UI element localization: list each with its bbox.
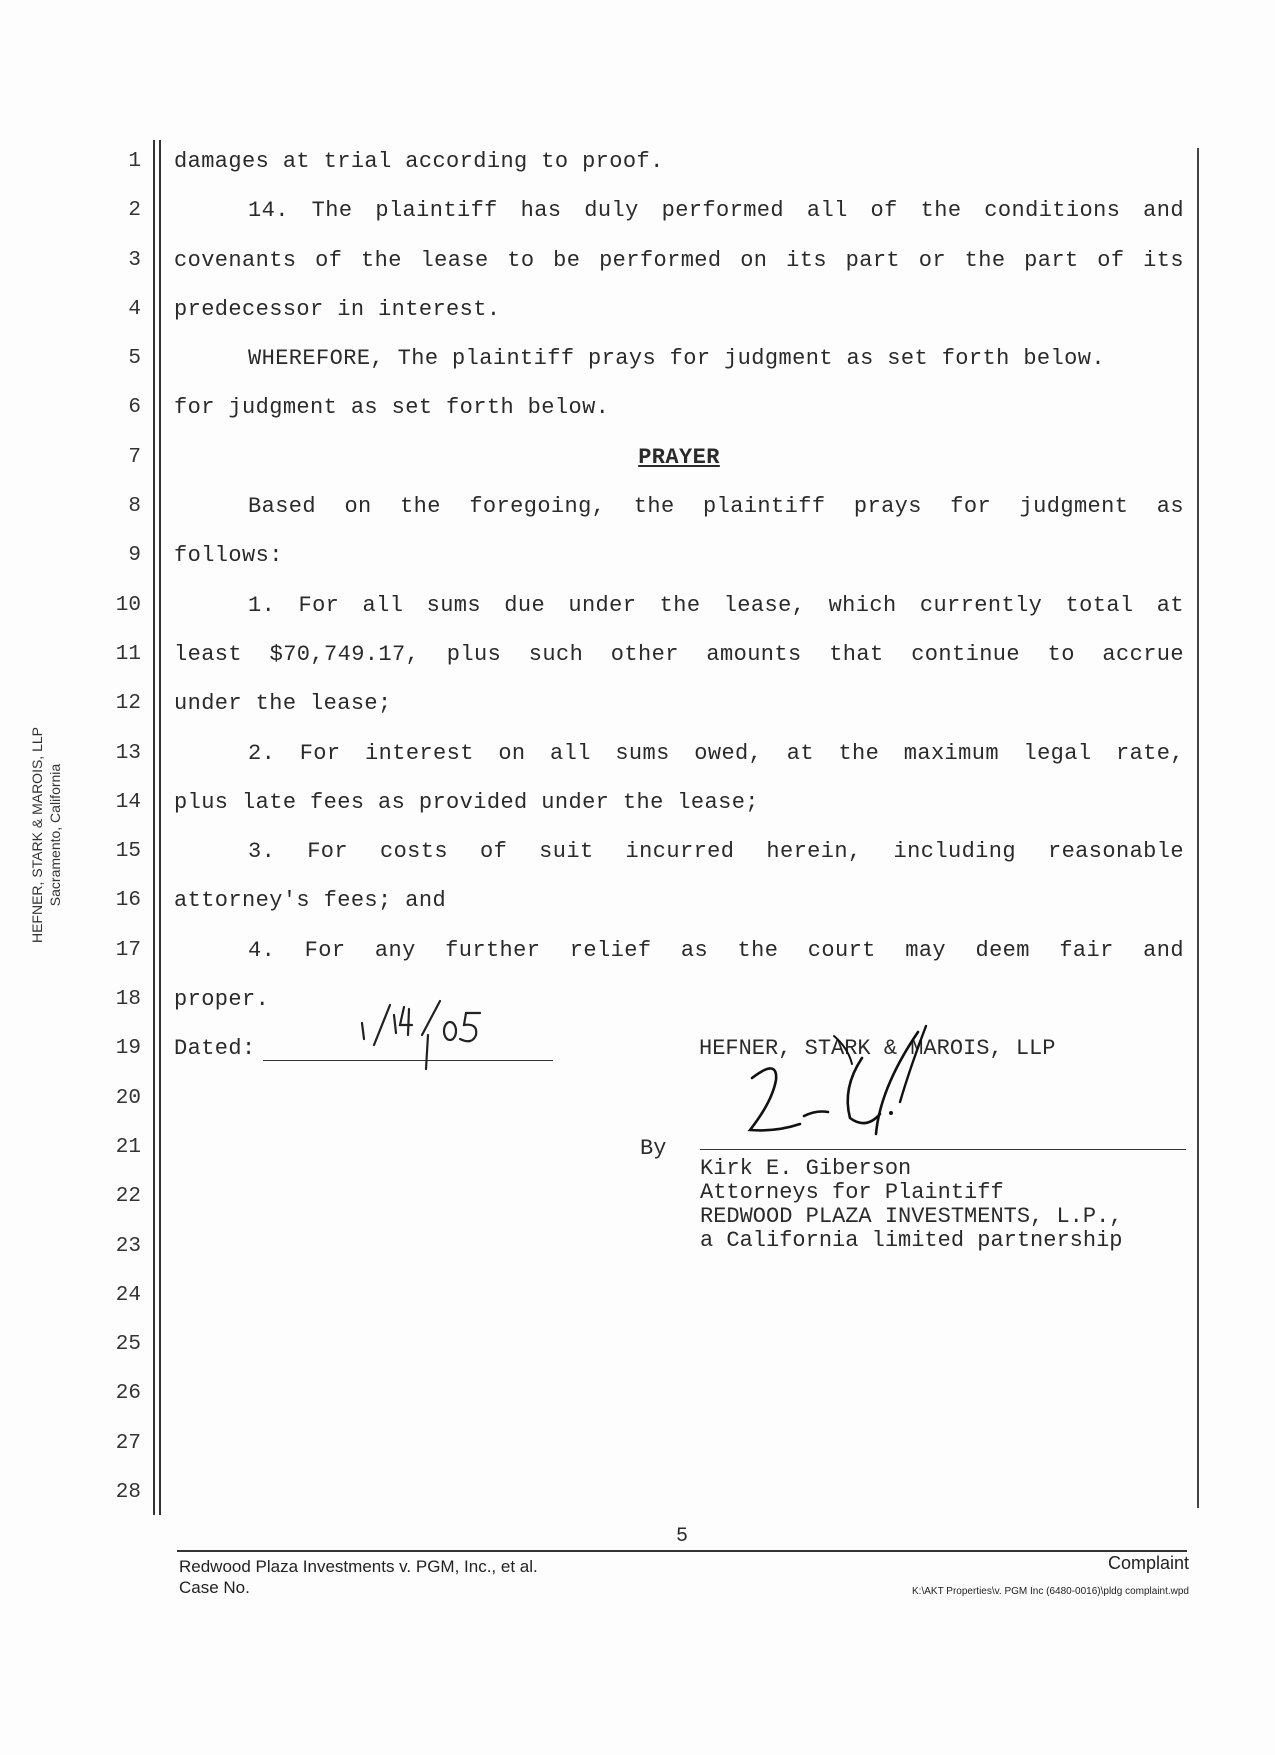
handwritten-signature bbox=[730, 1018, 960, 1148]
line-number: 3 bbox=[128, 248, 141, 272]
side-firm-name: HEFNER, STARK & MAROIS, LLP bbox=[29, 727, 45, 944]
line-number: 20 bbox=[115, 1086, 141, 1110]
pleading-body bbox=[174, 144, 1184, 1081]
text-line: Based on the foregoing, the plaintiff prays for judgment as bbox=[248, 494, 1184, 520]
client-name: REDWOOD PLAZA INVESTMENTS, L.P., bbox=[700, 1204, 1123, 1229]
line-number: 6 bbox=[128, 396, 141, 420]
text-line: 1. For all sums due under the lease, which currently total at bbox=[248, 592, 1184, 618]
line-number: 14 bbox=[115, 790, 141, 814]
text-line: damages at trial according to proof. bbox=[174, 149, 664, 174]
text-line: WHEREFORE, The plaintiff prays for judgment as set forth below. bbox=[248, 346, 1105, 372]
line-number: 15 bbox=[115, 840, 141, 864]
line-number: 26 bbox=[115, 1382, 141, 1406]
text-line: attorney's fees; and bbox=[174, 888, 447, 914]
signature-firm-name: HEFNER, STARK & MAROIS, LLP bbox=[699, 1036, 1056, 1061]
side-firm-header bbox=[28, 720, 68, 950]
text-line: 3. For costs of suit incurred herein, including reasonable bbox=[248, 839, 1184, 865]
line-number: 12 bbox=[115, 692, 141, 716]
text-line: 4. For any further relief as the court may deem fair and bbox=[248, 937, 1184, 963]
client-description: a California limited partnership bbox=[700, 1228, 1123, 1253]
handwritten-date bbox=[352, 995, 492, 1075]
footer-case-number: Case No. bbox=[179, 1578, 250, 1597]
line-number: 10 bbox=[115, 593, 141, 617]
line-number: 19 bbox=[115, 1037, 141, 1061]
line-number: 28 bbox=[115, 1481, 141, 1505]
line-number: 27 bbox=[115, 1431, 141, 1455]
text-line: under the lease; bbox=[174, 691, 392, 717]
text-line: covenants of the lease to be performed on its part or the part of its bbox=[174, 247, 1184, 273]
text-line: for judgment as set forth below. bbox=[174, 395, 610, 421]
line-number: 2 bbox=[128, 199, 141, 223]
text-line: proper. bbox=[174, 987, 270, 1013]
line-number: 11 bbox=[115, 642, 141, 666]
line-number-column bbox=[95, 144, 141, 1524]
attorney-name: Kirk E. Giberson bbox=[700, 1156, 912, 1181]
line-number: 8 bbox=[128, 495, 141, 519]
signature-line bbox=[700, 1149, 1186, 1150]
line-number: 17 bbox=[115, 938, 141, 962]
line-number: 18 bbox=[115, 988, 141, 1012]
attorney-block bbox=[700, 1157, 1122, 1253]
footer-file-path: K:\AKT Properties\v. PGM Inc (6480-0016)\pldg complaint.wpd bbox=[912, 1586, 1189, 1597]
footer-doc-type: Complaint bbox=[1107, 1553, 1189, 1573]
prayer-heading-line bbox=[174, 440, 1184, 489]
text-line: least $70,749.17, plus such other amounts that continue to accrue bbox=[174, 641, 1184, 667]
text-line: 2. For interest on all sums owed, at the maximum legal rate, bbox=[248, 740, 1184, 766]
footer-case-title: Redwood Plaza Investments v. PGM, Inc., et al. bbox=[179, 1557, 538, 1576]
line-number: 24 bbox=[115, 1283, 141, 1307]
text-line: predecessor in interest. bbox=[174, 296, 501, 322]
dated-label: Dated: bbox=[174, 1036, 256, 1062]
line-number: 9 bbox=[128, 544, 141, 568]
line-number: 25 bbox=[115, 1333, 141, 1357]
right-margin-rule bbox=[1197, 148, 1199, 1508]
line-number: 23 bbox=[115, 1234, 141, 1258]
left-margin-rule-outer bbox=[153, 140, 155, 1515]
line-number: 13 bbox=[115, 741, 141, 765]
left-margin-rule-inner bbox=[159, 140, 161, 1515]
line-number: 1 bbox=[128, 150, 141, 173]
line-number: 4 bbox=[128, 297, 141, 321]
prayer-heading: PRAYER bbox=[638, 444, 720, 470]
side-firm-city: Sacramento, California bbox=[47, 763, 63, 907]
by-label: By bbox=[640, 1136, 667, 1161]
footer-case-info bbox=[179, 1556, 538, 1598]
text-line: 14. The plaintiff has duly performed all of the conditions and bbox=[248, 198, 1184, 224]
page-number: 5 bbox=[676, 1525, 689, 1548]
attorney-role: Attorneys for Plaintiff bbox=[700, 1180, 1004, 1205]
footer-rule bbox=[177, 1550, 1187, 1552]
line-number: 22 bbox=[115, 1185, 141, 1209]
line-number: 21 bbox=[115, 1135, 141, 1159]
text-line: plus late fees as provided under the lease; bbox=[174, 789, 759, 815]
line-number: 7 bbox=[128, 445, 141, 469]
line-number: 5 bbox=[128, 347, 141, 371]
line-number: 16 bbox=[115, 889, 141, 913]
text-line: follows: bbox=[174, 543, 283, 569]
